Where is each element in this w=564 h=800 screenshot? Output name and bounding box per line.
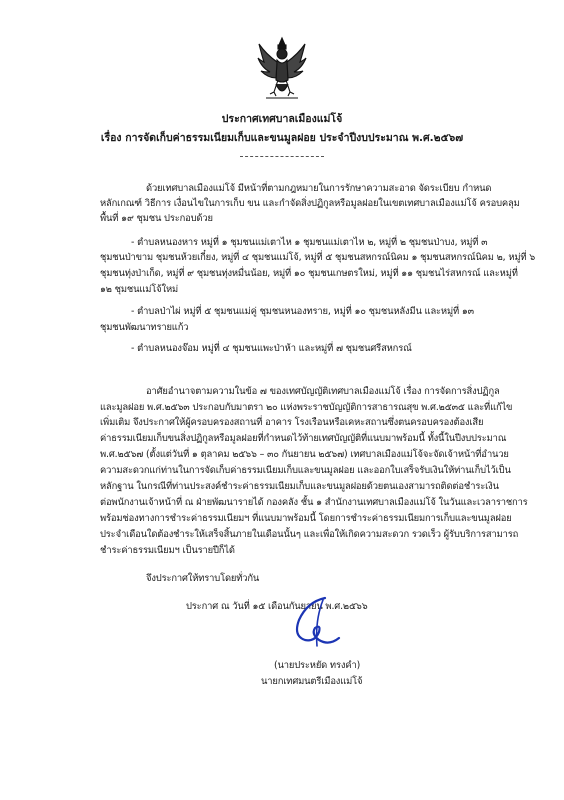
- body-line: ชุมชนป่าขาม ชุมชนห้วยเกี๋ยง, หมู่ที่ ๔ ชุมชนแม่โจ้, หมู่ที่ ๕ ชุมชนสหกรณ์นิคม ๑ ชุมชนสหกรณ์นิคม ๒, หมู่ที่ ๖: [100, 252, 536, 263]
- title-divider: [240, 156, 324, 157]
- body-line: ต่อพนักงานเจ้าหน้าที่ ณ ฝ่ายพัฒนารายได้ กองคลัง ชั้น ๑ สำนักงานเทศบาลเมืองแม่โจ้ ในวันและเวลาราชการ: [100, 497, 528, 508]
- announcement-title: ประกาศเทศบาลเมืองแม่โจ้: [221, 113, 343, 125]
- body-line: ๑๒ ชุมชนแม่โจ้ใหม่: [100, 284, 179, 295]
- body-line: - ตำบลหนองหาร หมู่ที่ ๑ ชุมชนแม่เตาไห ๑ ชุมชนแม่เตาไห ๒, หมู่ที่ ๒ ชุมชนป่าบง, หมู่ที่ ๓: [131, 237, 488, 248]
- body-line: ชำระค่าธรรมเนียมฯ เป็นรายปีก็ได้: [100, 545, 235, 556]
- body-line: พร้อมช่องทางการชำระค่าธรรมเนียมฯ ที่แนบมาพร้อมนี้ โดยการชำระค่าธรรมเนียมการเก็บและขนมูลฝอย: [100, 513, 512, 524]
- subject-line: เรื่อง การจัดเก็บค่าธรรมเนียมเก็บและขนมูลฝอย ประจำปีงบประมาณ พ.ศ.๒๕๖๗: [100, 132, 464, 144]
- body-line: อาศัยอำนาจตามความในข้อ ๗ ของเทศบัญญัติเทศบาลเมืองแม่โจ้ เรื่อง การจัดการสิ่งปฏิกูล: [146, 386, 500, 397]
- body-line: - ตำบลป่าไผ่ หมู่ที่ ๕ ชุมชนแม่คู่ ชุมชนหนองทราย, หมู่ที่ ๑๐ ชุมชนหลังมีน และหมู่ที่ ๑๓: [131, 306, 474, 317]
- body-line: ชุมชนทุ่งป่าเก็ด, หมู่ที่ ๙ ชุมชนทุ่งหมื่นน้อย, หมู่ที่ ๑๐ ชุมชนเกษตรใหม่, หมู่ที่ ๑๑ ชุมชนไร่สหกรณ์ และหมู่ที่: [100, 268, 518, 279]
- closing-line: จึงประกาศให้ทราบโดยทั่วกัน: [146, 573, 260, 584]
- body-line: เพิ่มเติม จึงประกาศให้ผู้ครอบครองสถานที่ อาคาร โรงเรือนหรือเคหะสถานซึ่งตนครอบครองต้องเสีย: [100, 417, 484, 428]
- body-line: พื้นที่ ๑๙ ชุมชน ประกอบด้วย: [100, 213, 213, 224]
- body-line: ความสะดวกแก่ท่านในการจัดเก็บค่าธรรมเนียมเก็บและขนมูลฝอย และออกใบเสร็จรับเงินให้ท่านเก็บไว้เป็น: [100, 465, 511, 476]
- body-line: ค่าธรรมเนียมเก็บขนสิ่งปฏิกูลหรือมูลฝอยที่กำหนดไว้ท้ายเทศบัญญัติที่แนบมาพร้อมนี้ ทั้งนี้ในปีงบประมาณ: [100, 433, 507, 444]
- date-line: ประกาศ ณ วันที่ ๑๕ เดือนกันยายน พ.ศ.๒๕๖๖: [186, 601, 368, 612]
- body-line: ชุมชนพัฒนาทรายแก้ว: [100, 322, 189, 333]
- body-line: พ.ศ.๒๕๖๗ (ตั้งแต่วันที่ ๑ ตุลาคม ๒๕๖๖ – ๓๐ กันยายน ๒๕๖๗) เทศบาลเมืองแม่โจ้จะจัดเจ้าหน้าที่อำนวย: [100, 449, 509, 460]
- body-line: - ตำบลหนองจ๊อม หมู่ที่ ๔ ชุมชนแพะป่าห้า และหมู่ที่ ๗ ชุมชนศรีสหกรณ์: [131, 343, 412, 354]
- body-line: ด้วยเทศบาลเมืองแม่โจ้ มีหน้าที่ตามกฎหมายในการรักษาความสะอาด จัดระเบียบ กำหนด: [146, 183, 492, 194]
- body-line: หลักฐาน ในกรณีที่ท่านประสงค์ชำระค่าธรรมเนียมเก็บและขนมูลฝอยด้วยตนเองสามารถติดต่อชำระเงิน: [100, 481, 499, 492]
- handwritten-signature: [285, 594, 343, 652]
- body-line: หลักเกณฑ์ วิธีการ เงื่อนไขในการเก็บ ขน และกำจัดสิ่งปฏิกูลหรือมูลฝอยในเขตเทศบาลเมืองแม่โจ้ ครอบคลุม: [100, 198, 520, 209]
- signer-name: (นายประหยัด ทรงคำ): [274, 660, 361, 671]
- garuda-emblem: [256, 36, 308, 102]
- body-line: ประจำเดือนใดต้องชำระให้เสร็จสิ้นภายในเดือนนั้นๆ และเพื่อให้เกิดความสะดวก รวดเร็ว ผู้รับบริการสามารถ: [100, 529, 519, 540]
- signer-position: นายกเทศมนตรีเมืองแม่โจ้: [261, 676, 363, 687]
- body-line: และมูลฝอย พ.ศ.๒๕๖๓ ประกอบกับมาตรา ๒๐ แห่งพระราชบัญญัติการสาธารณสุข พ.ศ.๒๕๓๕ และที่แก้ไข: [100, 402, 513, 413]
